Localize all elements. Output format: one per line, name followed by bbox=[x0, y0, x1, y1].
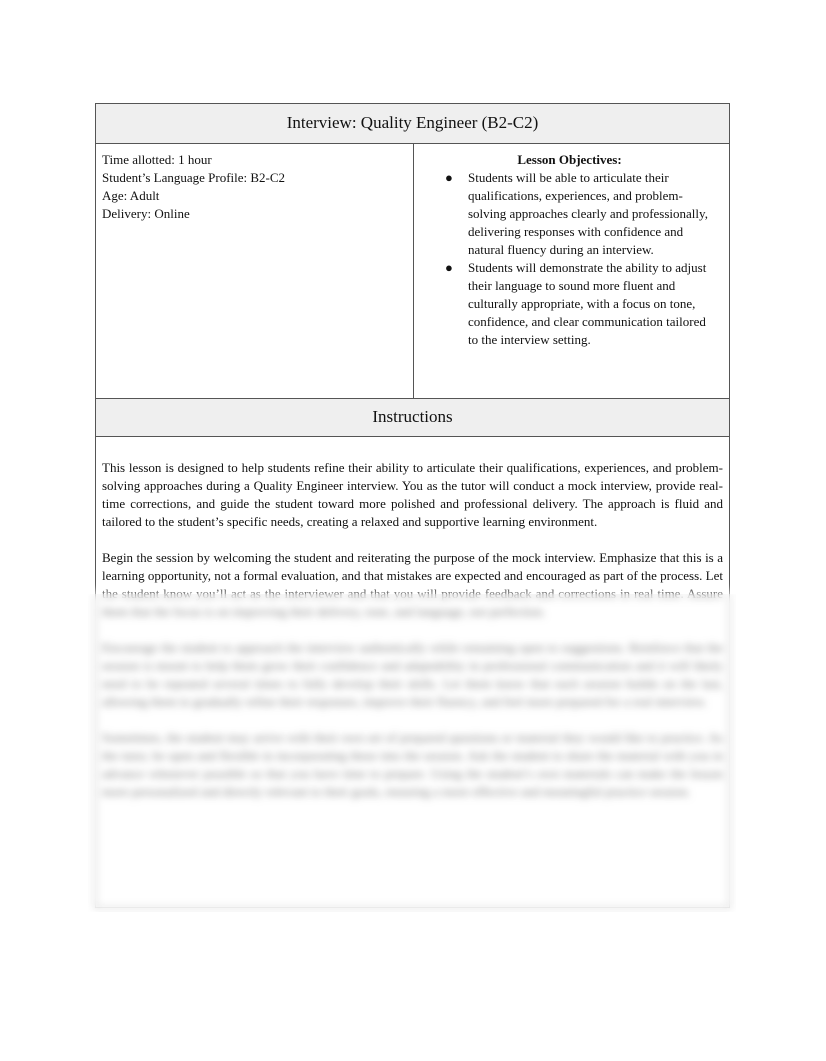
objective-text: Students will be able to articulate their qualifications, experiences, and problem-solving approaches clearly and professionally, delivering responses with confidence and natural fluency during an interview. bbox=[468, 170, 708, 257]
blur-overlay bbox=[88, 594, 736, 912]
lesson-details-row bbox=[96, 144, 729, 399]
time-allotted: Time allotted: 1 hour bbox=[102, 152, 212, 167]
objective-text: Students will demonstrate the ability to adjust their language to sound more fluent and culturally appropriate, with a focus on tone, confidence, and clear communication tailored to the interview setting. bbox=[468, 260, 707, 347]
instructions-paragraph: Sometimes, the student may arrive with their own set of prepared questions or material they would like to practice. As the tutor, be open and flexible in incorporating these into the session. Ask the student to share the material with you in advance whenever possible so that you have time to prepare. Using the student’s own materials can make the lesson more personalized and directly relevant to their goals, ensuring a more effective and meaningful practice session. bbox=[102, 730, 723, 799]
instructions-paragraph: Begin the session by welcoming the student and reiterating the purpose of the mock interview. Emphasize that this is a learning opportunity, not a formal evaluation, and that mistakes are expected and encouraged as part of the process. Let the student know you’ll act as the interviewer and that you will provide feedback and corrections in real time. Assure them that the focus is on improving their delivery, tone, and language, not perfection. bbox=[102, 550, 723, 619]
lesson-objectives bbox=[414, 144, 729, 398]
language-profile: Student’s Language Profile: B2-C2 bbox=[102, 170, 286, 185]
lesson-details bbox=[96, 144, 414, 398]
list-item bbox=[420, 169, 719, 259]
instructions-paragraph: Encourage the student to approach the interview authentically while remaining open to suggestions. Reinforce that the session is meant to help them grow their confidence and adaptability in professional communication and it will likely need to be repeated several times to fully develop their skills. Let them know that each session builds on the last, allowing them to gradually refine their responses, improve their fluency, and feel more prepared for a real interview. bbox=[102, 640, 723, 709]
delivery: Delivery: Online bbox=[102, 206, 190, 221]
instructions-heading: Instructions bbox=[96, 399, 729, 437]
instructions-paragraph: This lesson is designed to help students refine their ability to articulate their qualifications, experiences, and problem-solving approaches during a Quality Engineer interview. You as the tutor will conduct a mock interview, provide real-time corrections, and guide the student toward more polished and professional delivery. The approach is fluid and tailored to the student’s specific needs, creating a relaxed and supportive learning environment. bbox=[102, 460, 723, 529]
bullet-icon: ● bbox=[445, 170, 453, 185]
objectives-heading: Lesson Objectives: bbox=[517, 152, 622, 167]
objectives-list bbox=[420, 169, 719, 349]
lesson-title: Interview: Quality Engineer (B2-C2) bbox=[96, 104, 729, 144]
bullet-icon: ● bbox=[445, 260, 453, 275]
age: Age: Adult bbox=[102, 188, 160, 203]
list-item bbox=[420, 259, 719, 349]
